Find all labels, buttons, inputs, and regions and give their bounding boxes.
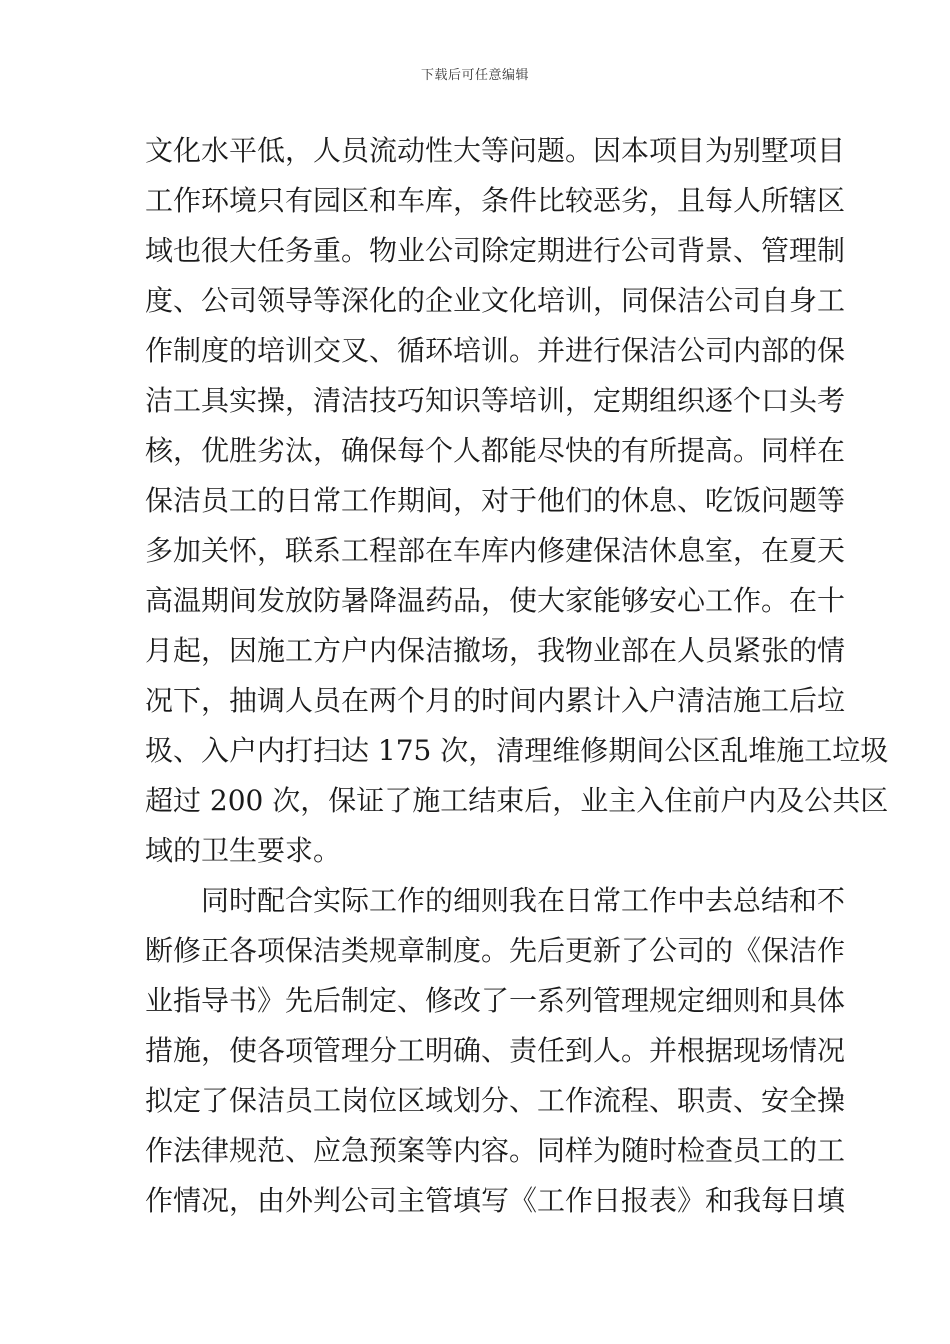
paragraph-1-line-6: 洁工具实操，清洁技巧知识等培训，定期组织逐个口头考: [145, 384, 846, 417]
paragraph-1-line-9: 多加关怀，联系工程部在车库内修建保洁休息室，在夏天: [145, 534, 846, 567]
paragraph-2-line-2: 断修正各项保洁类规章制度。先后更新了公司的《保洁作: [145, 934, 846, 967]
paragraph-1-line-10: 高温期间发放防暑降温药品，使大家能够安心工作。在十: [145, 584, 846, 617]
paragraph-1-line-2: 工作环境只有园区和车库，条件比较恶劣，且每人所辖区: [145, 184, 846, 217]
paragraph-2-line-4: 措施，使各项管理分工明确、责任到人。并根据现场情况: [145, 1034, 846, 1067]
paragraph-2-line-3: 业指导书》先后制定、修改了一系列管理规定细则和具体: [145, 984, 846, 1017]
paragraph-1-line-3: 域也很大任务重。物业公司除定期进行公司背景、管理制: [145, 234, 846, 267]
paragraph-1-line-12: 况下，抽调人员在两个月的时间内累计入户清洁施工后垃: [145, 684, 846, 717]
paragraph-1-line-8: 保洁员工的日常工作期间，对于他们的休息、吃饭问题等: [145, 484, 846, 517]
paragraph-1-line-15: 域的卫生要求。: [145, 834, 342, 867]
paragraph-1-line-11: 月起，因施工方户内保洁撤场，我物业部在人员紧张的情: [145, 634, 846, 667]
paragraph-2-line-6: 作法律规范、应急预案等内容。同样为随时检查员工的工: [145, 1134, 846, 1167]
paragraph-1-line-14: 超过 200 次，保证了施工结束后，业主入住前户内及公共区: [145, 784, 889, 817]
paragraph-2-line-7: 作情况，由外判公司主管填写《工作日报表》和我每日填: [145, 1184, 846, 1217]
paragraph-1-line-4: 度、公司领导等深化的企业文化培训，同保洁公司自身工: [145, 284, 846, 317]
paragraph-1-line-5: 作制度的培训交叉、循环培训。并进行保洁公司内部的保: [145, 334, 846, 367]
paragraph-1-line-7: 核，优胜劣汰，确保每个人都能尽快的有所提高。同样在: [145, 434, 846, 467]
paragraph-1-line-1: 文化水平低，人员流动性大等问题。因本项目为别墅项目: [145, 134, 846, 167]
paragraph-1-line-13: 圾、入户内打扫达 175 次，清理维修期间公区乱堆施工垃圾: [145, 734, 889, 767]
page-header: 下载后可任意编辑: [420, 68, 529, 83]
paragraph-2-line-5: 拟定了保洁员工岗位区域划分、工作流程、职责、安全操: [145, 1084, 846, 1117]
paragraph-2-line-1: 同时配合实际工作的细则我在日常工作中去总结和不: [201, 884, 846, 917]
